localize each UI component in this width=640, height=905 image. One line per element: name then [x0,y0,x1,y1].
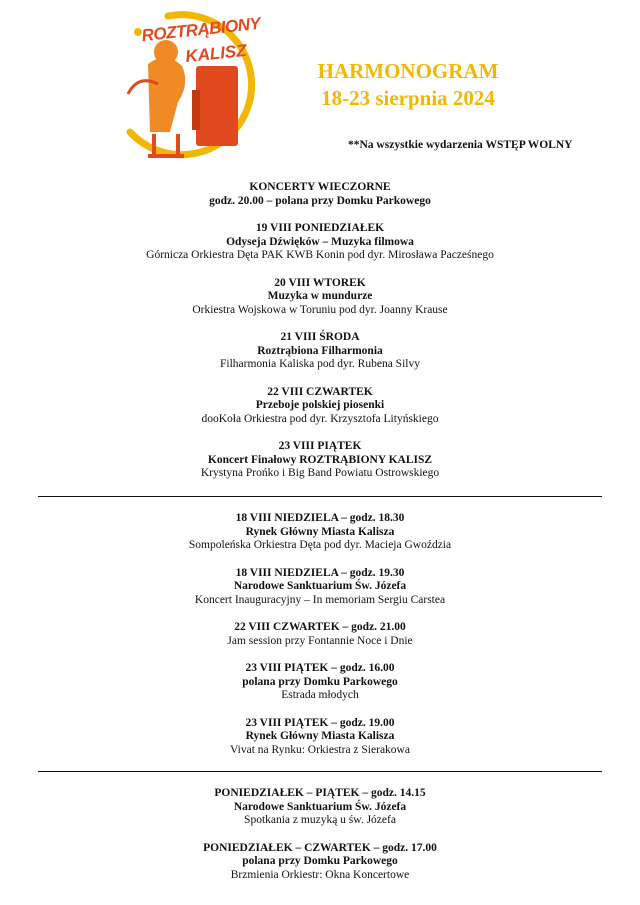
event-title: Roztrąbiona Filharmonia [257,344,383,357]
event-where: Rynek Główny Miasta Kalisza [245,730,395,742]
logo-title-line2: KALISZ [184,40,248,67]
event-item [38,331,602,372]
event-item [38,662,602,703]
event-desc: Orkiestra Wojskowa w Toruniu pod dyr. Joanny Krause [192,303,448,316]
event-day: 20 VIII WTOREK [274,276,366,289]
event-when: PONIEDZIAŁEK – CZWARTEK – godz. 17.00 [203,841,437,854]
event-desc: Vivat na Rynku: Orkiestra z Sierakowa [230,743,410,756]
event-desc: Spotkania z muzyką u św. Józefa [244,814,396,826]
page-title [298,58,518,112]
event-item [38,787,602,828]
event-where: polana przy Domku Parkowego [242,675,398,688]
logo-year: '24 [213,112,235,137]
event-item [38,222,602,263]
event-when: PONIEDZIAŁEK – PIĄTEK – godz. 14.15 [214,787,426,799]
event-desc: Estrada młodych [281,689,359,701]
event-item [38,386,602,427]
event-day: 21 VIII ŚRODA [280,331,360,343]
event-when: 22 VIII CZWARTEK – godz. 21.00 [234,621,406,633]
event-desc: Krystyna Prońko i Big Band Powiatu Ostrowskiego [200,467,440,479]
title-heading: HARMONOGRAM [317,59,499,83]
event-title: Muzyka w mundurze [267,290,373,302]
event-title: Odyseja Dźwięków – Muzyka filmowa [226,235,414,248]
event-when: 23 VIII PIĄTEK – godz. 16.00 [245,662,395,674]
event-when: 18 VIII NIEDZIELA – godz. 19.30 [235,566,405,579]
free-entry-note: **Na wszystkie wydarzenia WSTĘP WOLNY [348,139,573,151]
event-day: 19 VIII PONIEDZIAŁEK [255,222,385,234]
recurring-events-section [38,787,602,896]
other-events-section [38,512,602,771]
event-item [38,621,602,648]
event-item [38,842,602,883]
event-title: Przeboje polskiej piosenki [255,399,385,411]
event-desc: Brzmienia Orkiestr: Okna Koncertowe [230,868,410,881]
event-desc: Sompoleńska Orkiestra Dęta pod dyr. Macieja Gwoździa [188,539,452,551]
event-item [38,440,602,481]
event-item [38,277,602,318]
event-title: Koncert Finałowy ROZTRĄBIONY KALISZ [207,453,433,466]
evening-concerts-header [38,181,602,208]
event-where: Narodowe Sanktuarium Św. Józefa [233,580,407,592]
event-when: 23 VIII PIĄTEK – godz. 19.00 [245,716,395,729]
event-desc: Jam session przy Fontannie Noce i Dnie [227,634,413,647]
event-when: 18 VIII NIEDZIELA – godz. 18.30 [235,512,405,524]
event-desc: dooKoła Orkiestra pod dyr. Krzysztofa Lityńskiego [201,412,439,425]
section-divider [38,771,602,772]
event-desc: Filharmonia Kaliska pod dyr. Rubena Silvy [220,358,420,370]
event-item [38,567,602,608]
event-item [38,717,602,758]
event-day: 23 VIII PIĄTEK [278,440,362,452]
logo-title-line1: ROZTRĄBIONY [140,13,262,46]
event-day: 22 VIII CZWARTEK [267,385,373,398]
section-divider [38,496,602,497]
event-where: Rynek Główny Miasta Kalisza [245,525,395,538]
section-heading: KONCERTY WIECZORNE [249,181,391,193]
evening-concerts-section [38,181,602,495]
title-dates: 18-23 sierpnia 2024 [321,86,495,110]
event-item [38,512,602,553]
event-desc: Koncert Inauguracyjny – In memoriam Sergiu Carstea [194,593,446,606]
event-where: polana przy Domku Parkowego [242,855,398,867]
event-desc: Górnicza Orkiestra Dęta PAK KWB Konin pod dyr. Mirosława Pacześnego [146,249,494,261]
section-subheading: godz. 20.00 – polana przy Domku Parkowego [209,194,431,207]
event-where: Narodowe Sanktuarium Św. Józefa [233,800,407,813]
